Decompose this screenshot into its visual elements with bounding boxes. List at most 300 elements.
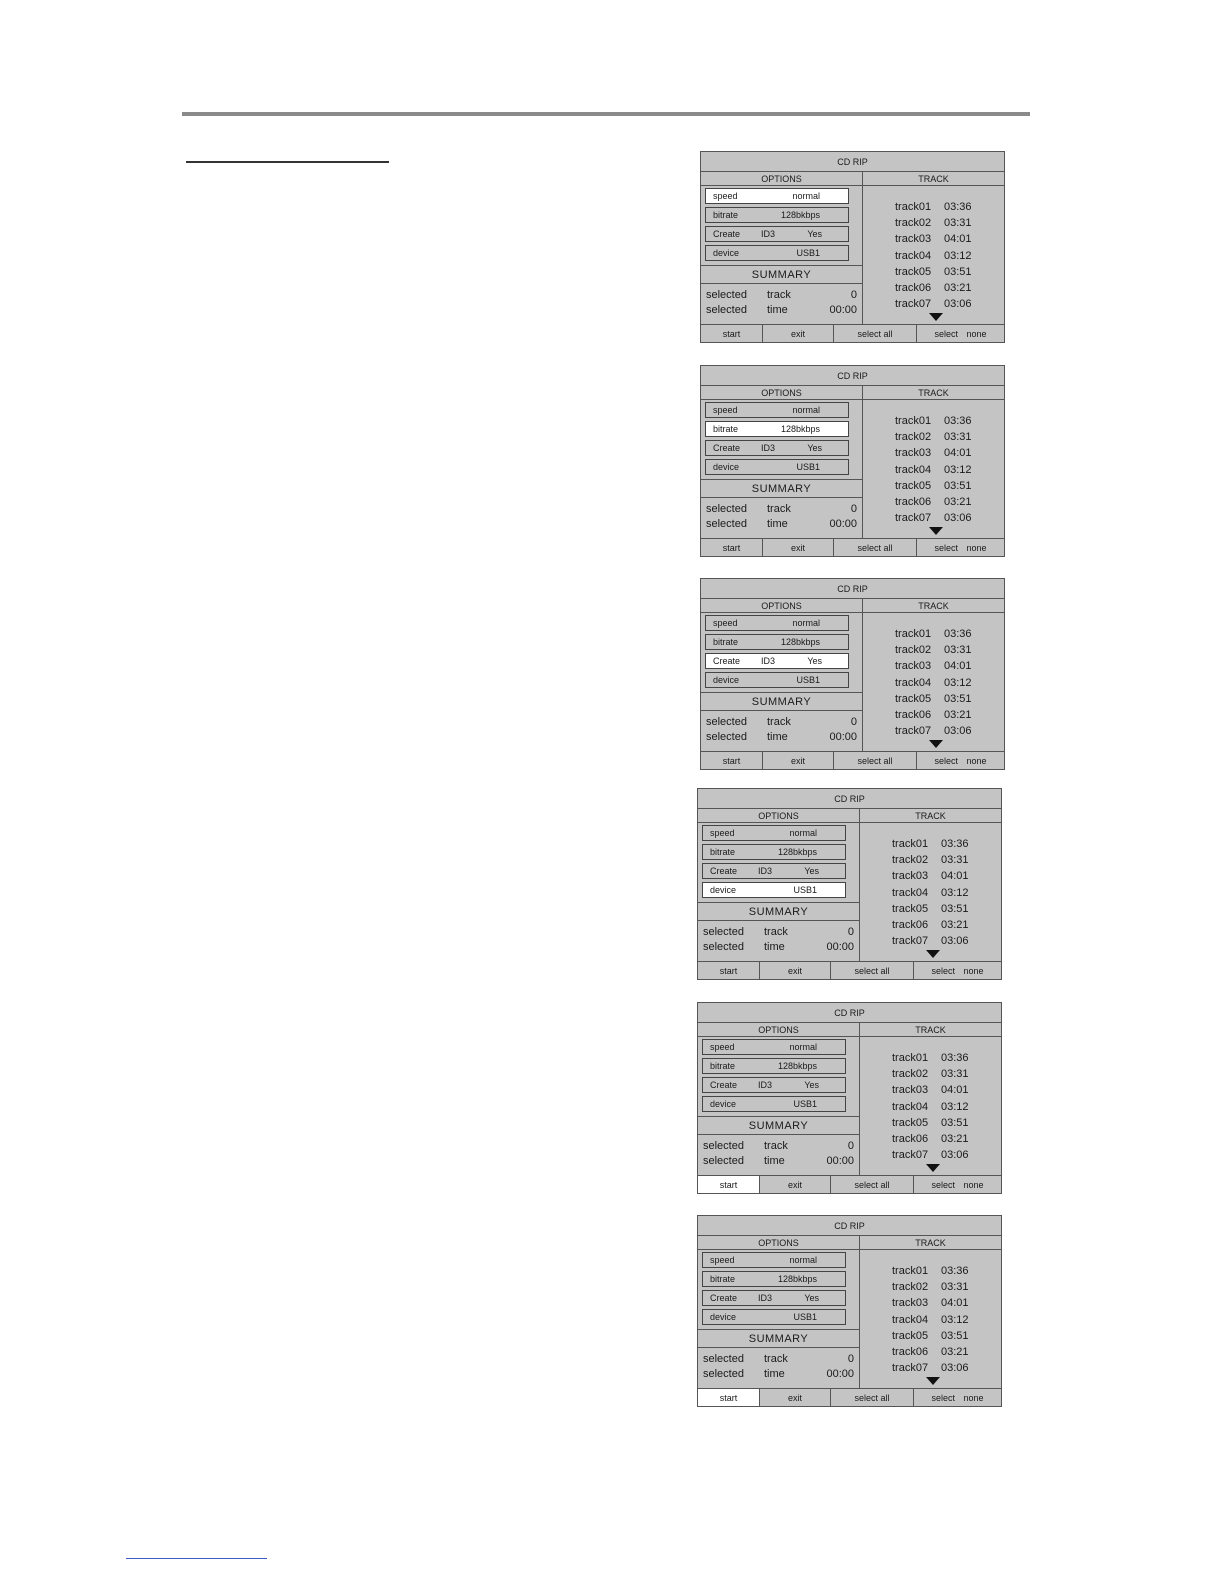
scroll-down-arrow-icon[interactable] bbox=[929, 740, 943, 748]
select-none-button[interactable]: select none bbox=[917, 752, 1004, 770]
summary-title: SUMMARY bbox=[698, 902, 859, 921]
track-name: track07 bbox=[895, 725, 932, 737]
track-duration: 03:06 bbox=[941, 935, 969, 947]
track-list-item[interactable] bbox=[892, 1117, 982, 1131]
summary-field: track bbox=[764, 1353, 788, 1365]
track-name: track04 bbox=[892, 1314, 929, 1326]
option-device[interactable] bbox=[702, 882, 846, 898]
track-duration: 03:36 bbox=[941, 1265, 969, 1277]
option-speed[interactable] bbox=[705, 188, 849, 204]
screen-title: CD RIP bbox=[698, 1216, 1001, 1236]
track-name: track06 bbox=[895, 282, 932, 294]
option-device[interactable] bbox=[702, 1096, 846, 1112]
track-list-item[interactable] bbox=[895, 298, 985, 312]
track-list-item[interactable] bbox=[895, 217, 985, 231]
track-name: track07 bbox=[892, 1149, 929, 1161]
summary-row bbox=[701, 716, 862, 730]
track-name: track04 bbox=[892, 887, 929, 899]
track-name: track05 bbox=[892, 1330, 929, 1342]
track-name: track04 bbox=[892, 1101, 929, 1113]
options-header: OPTIONS bbox=[701, 599, 862, 613]
track-list-item[interactable] bbox=[895, 250, 985, 264]
track-name: track05 bbox=[892, 903, 929, 915]
track-name: track07 bbox=[892, 1362, 929, 1374]
cd-rip-screen bbox=[700, 151, 1005, 343]
track-name: track02 bbox=[892, 854, 929, 866]
button-bar bbox=[698, 961, 1001, 980]
track-name: track04 bbox=[895, 250, 932, 262]
track-list-item[interactable] bbox=[892, 1330, 982, 1344]
cd-rip-screen bbox=[700, 578, 1005, 770]
options-header: OPTIONS bbox=[698, 809, 859, 823]
summary-label: selected bbox=[706, 518, 747, 530]
option-bitrate[interactable] bbox=[705, 634, 849, 650]
track-duration: 03:06 bbox=[944, 512, 972, 524]
track-duration: 03:21 bbox=[944, 709, 972, 721]
track-header: TRACK bbox=[862, 386, 1004, 400]
track-duration: 03:36 bbox=[944, 628, 972, 640]
summary-value: 0 bbox=[850, 289, 857, 301]
track-duration: 03:21 bbox=[944, 496, 972, 508]
button-bar bbox=[701, 538, 1004, 557]
summary-value: 00:00 bbox=[829, 731, 857, 743]
option-speed[interactable] bbox=[702, 1039, 846, 1055]
start-button[interactable]: start bbox=[698, 1389, 760, 1407]
start-button[interactable]: start bbox=[701, 325, 763, 343]
summary-field: track bbox=[764, 926, 788, 938]
option-value: normal bbox=[789, 828, 817, 838]
button-bar bbox=[701, 324, 1004, 343]
track-name: track01 bbox=[892, 1052, 929, 1064]
select-none-button[interactable]: select none bbox=[914, 1389, 1001, 1407]
option-value: 128bkbps bbox=[780, 210, 820, 220]
summary-field: time bbox=[764, 1155, 785, 1167]
track-list-item[interactable] bbox=[895, 480, 985, 494]
track-header: TRACK bbox=[862, 599, 1004, 613]
track-list-item[interactable] bbox=[892, 854, 982, 868]
track-duration: 03:21 bbox=[941, 1133, 969, 1145]
track-duration: 04:01 bbox=[944, 233, 972, 245]
select-all-button[interactable]: select all bbox=[834, 752, 917, 770]
summary-field: time bbox=[767, 731, 788, 743]
summary-value: 00:00 bbox=[826, 941, 854, 953]
select-none-button[interactable]: select none bbox=[914, 962, 1001, 980]
select-none-button[interactable]: select none bbox=[917, 325, 1004, 343]
summary-row bbox=[701, 289, 862, 303]
track-list-item[interactable] bbox=[895, 464, 985, 478]
scroll-down-arrow-icon[interactable] bbox=[929, 313, 943, 321]
option-bitrate[interactable] bbox=[705, 421, 849, 437]
track-header: TRACK bbox=[859, 1236, 1001, 1250]
track-duration: 03:06 bbox=[944, 725, 972, 737]
track-header: TRACK bbox=[859, 1023, 1001, 1037]
track-name: track07 bbox=[895, 298, 932, 310]
option-bitrate[interactable] bbox=[702, 1058, 846, 1074]
option-create-id3[interactable] bbox=[702, 1290, 846, 1306]
option-label: speed bbox=[713, 405, 738, 415]
option-value: USB1 bbox=[796, 248, 820, 258]
summary-row bbox=[698, 1155, 859, 1169]
summary-value: 0 bbox=[847, 1140, 854, 1152]
exit-button[interactable]: exit bbox=[763, 325, 834, 343]
track-duration: 04:01 bbox=[944, 660, 972, 672]
exit-button[interactable]: exit bbox=[760, 962, 831, 980]
exit-button[interactable]: exit bbox=[763, 752, 834, 770]
track-name: track01 bbox=[895, 201, 932, 213]
track-list-item[interactable] bbox=[892, 1265, 982, 1279]
summary-label: selected bbox=[703, 1155, 744, 1167]
options-header: OPTIONS bbox=[698, 1236, 859, 1250]
summary-value: 00:00 bbox=[826, 1368, 854, 1380]
track-duration: 04:01 bbox=[941, 1297, 969, 1309]
option-sublabel: ID3 bbox=[758, 1293, 773, 1303]
track-name: track06 bbox=[892, 1346, 929, 1358]
header-rule bbox=[182, 112, 1030, 116]
track-list-item[interactable] bbox=[892, 1101, 982, 1115]
track-name: track03 bbox=[892, 1084, 929, 1096]
option-speed[interactable] bbox=[705, 615, 849, 631]
summary-field: time bbox=[764, 1368, 785, 1380]
summary-field: track bbox=[767, 289, 791, 301]
track-duration: 03:36 bbox=[944, 415, 972, 427]
track-header: TRACK bbox=[859, 809, 1001, 823]
track-list-item[interactable] bbox=[892, 919, 982, 933]
summary-row bbox=[698, 1353, 859, 1367]
track-duration: 04:01 bbox=[941, 870, 969, 882]
track-name: track07 bbox=[895, 512, 932, 524]
track-duration: 03:06 bbox=[941, 1149, 969, 1161]
option-bitrate[interactable] bbox=[702, 844, 846, 860]
option-value: 128bkbps bbox=[777, 847, 817, 857]
option-label: bitrate bbox=[713, 637, 739, 647]
track-name: track01 bbox=[892, 838, 929, 850]
track-name: track04 bbox=[895, 464, 932, 476]
start-button[interactable]: start bbox=[698, 962, 760, 980]
summary-field: track bbox=[767, 716, 791, 728]
track-duration: 03:12 bbox=[941, 1314, 969, 1326]
track-duration: 03:36 bbox=[944, 201, 972, 213]
track-list-item[interactable] bbox=[892, 1133, 982, 1147]
option-sublabel: ID3 bbox=[761, 656, 776, 666]
scroll-down-arrow-icon[interactable] bbox=[926, 950, 940, 958]
option-value: Yes bbox=[807, 229, 822, 239]
track-duration: 03:51 bbox=[941, 1330, 969, 1342]
select-all-button[interactable]: select all bbox=[834, 539, 917, 557]
option-label: bitrate bbox=[710, 1274, 736, 1284]
summary-field: time bbox=[767, 518, 788, 530]
option-value: USB1 bbox=[796, 462, 820, 472]
options-header: OPTIONS bbox=[701, 386, 862, 400]
option-value: Yes bbox=[804, 1080, 819, 1090]
track-list-item[interactable] bbox=[892, 1346, 982, 1360]
track-duration: 03:12 bbox=[944, 677, 972, 689]
option-label: Create bbox=[710, 1080, 738, 1090]
cd-rip-screen bbox=[697, 1002, 1002, 1194]
column-divider bbox=[862, 386, 863, 539]
start-button[interactable]: start bbox=[698, 1176, 760, 1194]
summary-label: selected bbox=[706, 716, 747, 728]
option-speed[interactable] bbox=[702, 1252, 846, 1268]
track-name: track06 bbox=[895, 496, 932, 508]
section-heading-underline bbox=[186, 161, 389, 163]
track-list-item[interactable] bbox=[895, 447, 985, 461]
track-list-item[interactable] bbox=[892, 1084, 982, 1098]
track-name: track05 bbox=[895, 693, 932, 705]
select-all-button[interactable]: select all bbox=[834, 325, 917, 343]
track-duration: 03:12 bbox=[941, 887, 969, 899]
track-name: track04 bbox=[895, 677, 932, 689]
summary-value: 0 bbox=[847, 1353, 854, 1365]
summary-title: SUMMARY bbox=[698, 1329, 859, 1348]
track-list-item[interactable] bbox=[895, 693, 985, 707]
option-device[interactable] bbox=[705, 245, 849, 261]
select-all-button[interactable]: select all bbox=[831, 1176, 914, 1194]
footer-link-underline bbox=[126, 1558, 267, 1559]
option-label: Create bbox=[713, 229, 741, 239]
scroll-down-arrow-icon[interactable] bbox=[926, 1377, 940, 1385]
track-list-item[interactable] bbox=[895, 233, 985, 247]
track-duration: 03:31 bbox=[944, 217, 972, 229]
track-name: track03 bbox=[892, 1297, 929, 1309]
track-list-item[interactable] bbox=[892, 1297, 982, 1311]
track-list-item[interactable] bbox=[892, 838, 982, 852]
track-duration: 03:21 bbox=[941, 919, 969, 931]
option-label: Create bbox=[710, 866, 738, 876]
option-label: speed bbox=[713, 618, 738, 628]
track-list-item[interactable] bbox=[895, 415, 985, 429]
summary-value: 0 bbox=[850, 716, 857, 728]
option-value: USB1 bbox=[793, 1099, 817, 1109]
track-name: track01 bbox=[892, 1265, 929, 1277]
option-value: normal bbox=[789, 1255, 817, 1265]
option-value: 128bkbps bbox=[777, 1061, 817, 1071]
start-button[interactable]: start bbox=[701, 539, 763, 557]
option-value: normal bbox=[789, 1042, 817, 1052]
column-divider bbox=[862, 172, 863, 325]
option-label: speed bbox=[710, 1042, 735, 1052]
summary-label: selected bbox=[706, 731, 747, 743]
track-name: track02 bbox=[892, 1281, 929, 1293]
exit-button[interactable]: exit bbox=[763, 539, 834, 557]
track-name: track03 bbox=[892, 870, 929, 882]
track-list-item[interactable] bbox=[895, 431, 985, 445]
track-list-item[interactable] bbox=[895, 512, 985, 526]
track-list-item[interactable] bbox=[895, 496, 985, 510]
option-label: Create bbox=[710, 1293, 738, 1303]
summary-value: 0 bbox=[847, 926, 854, 938]
track-list-item[interactable] bbox=[895, 644, 985, 658]
button-bar bbox=[701, 751, 1004, 770]
column-divider bbox=[859, 809, 860, 962]
track-list-item[interactable] bbox=[895, 709, 985, 723]
option-value: 128bkbps bbox=[780, 637, 820, 647]
track-name: track05 bbox=[892, 1117, 929, 1129]
track-list-item[interactable] bbox=[895, 282, 985, 296]
option-value: USB1 bbox=[793, 1312, 817, 1322]
option-sublabel: ID3 bbox=[761, 229, 776, 239]
option-label: bitrate bbox=[710, 847, 736, 857]
track-list-item[interactable] bbox=[895, 266, 985, 280]
start-button[interactable]: start bbox=[701, 752, 763, 770]
option-value: USB1 bbox=[793, 885, 817, 895]
track-duration: 03:31 bbox=[941, 854, 969, 866]
track-list-item[interactable] bbox=[892, 1149, 982, 1163]
track-list-item[interactable] bbox=[892, 935, 982, 949]
summary-label: selected bbox=[706, 304, 747, 316]
option-value: Yes bbox=[807, 443, 822, 453]
option-value: Yes bbox=[804, 866, 819, 876]
option-label: device bbox=[713, 675, 740, 685]
summary-row bbox=[701, 731, 862, 745]
track-duration: 03:51 bbox=[941, 1117, 969, 1129]
track-list-item[interactable] bbox=[895, 628, 985, 642]
summary-field: time bbox=[764, 941, 785, 953]
exit-button[interactable]: exit bbox=[760, 1389, 831, 1407]
track-list-item[interactable] bbox=[892, 1362, 982, 1376]
screen-title: CD RIP bbox=[698, 789, 1001, 809]
summary-row bbox=[698, 1140, 859, 1154]
track-header: TRACK bbox=[862, 172, 1004, 186]
summary-value: 0 bbox=[850, 503, 857, 515]
option-sublabel: ID3 bbox=[758, 866, 773, 876]
option-create-id3[interactable] bbox=[705, 440, 849, 456]
track-duration: 03:31 bbox=[944, 644, 972, 656]
option-device[interactable] bbox=[705, 672, 849, 688]
track-name: track03 bbox=[895, 233, 932, 245]
option-create-id3[interactable] bbox=[705, 226, 849, 242]
track-name: track03 bbox=[895, 660, 932, 672]
option-label: device bbox=[710, 885, 737, 895]
option-value: normal bbox=[792, 191, 820, 201]
cd-rip-screen bbox=[700, 365, 1005, 557]
option-speed[interactable] bbox=[702, 825, 846, 841]
summary-row bbox=[698, 926, 859, 940]
option-create-id3[interactable] bbox=[702, 1077, 846, 1093]
option-speed[interactable] bbox=[705, 402, 849, 418]
option-label: device bbox=[713, 248, 740, 258]
select-all-button[interactable]: select all bbox=[831, 1389, 914, 1407]
summary-value: 00:00 bbox=[826, 1155, 854, 1167]
track-name: track02 bbox=[892, 1068, 929, 1080]
track-list-item[interactable] bbox=[892, 1314, 982, 1328]
track-duration: 03:51 bbox=[944, 266, 972, 278]
option-bitrate[interactable] bbox=[702, 1271, 846, 1287]
track-list-item[interactable] bbox=[895, 660, 985, 674]
track-name: track02 bbox=[895, 644, 932, 656]
option-label: device bbox=[710, 1312, 737, 1322]
option-label: bitrate bbox=[710, 1061, 736, 1071]
track-list-item[interactable] bbox=[895, 677, 985, 691]
screen-title: CD RIP bbox=[701, 579, 1004, 599]
summary-label: selected bbox=[703, 941, 744, 953]
option-device[interactable] bbox=[702, 1309, 846, 1325]
track-name: track05 bbox=[895, 480, 932, 492]
summary-row bbox=[701, 518, 862, 532]
column-divider bbox=[859, 1236, 860, 1389]
track-duration: 03:06 bbox=[944, 298, 972, 310]
option-label: speed bbox=[713, 191, 738, 201]
track-list-item[interactable] bbox=[892, 903, 982, 917]
option-label: speed bbox=[710, 828, 735, 838]
track-list-item[interactable] bbox=[892, 870, 982, 884]
option-value: normal bbox=[792, 405, 820, 415]
option-value: Yes bbox=[804, 1293, 819, 1303]
exit-button[interactable]: exit bbox=[760, 1176, 831, 1194]
track-name: track05 bbox=[895, 266, 932, 278]
option-create-id3[interactable] bbox=[702, 863, 846, 879]
screen-title: CD RIP bbox=[701, 152, 1004, 172]
track-duration: 03:21 bbox=[944, 282, 972, 294]
button-bar bbox=[698, 1175, 1001, 1194]
track-duration: 03:31 bbox=[944, 431, 972, 443]
option-device[interactable] bbox=[705, 459, 849, 475]
summary-title: SUMMARY bbox=[701, 479, 862, 498]
track-duration: 03:36 bbox=[941, 838, 969, 850]
summary-label: selected bbox=[706, 289, 747, 301]
scroll-down-arrow-icon[interactable] bbox=[929, 527, 943, 535]
option-create-id3[interactable] bbox=[705, 653, 849, 669]
track-duration: 04:01 bbox=[941, 1084, 969, 1096]
track-list-item[interactable] bbox=[895, 725, 985, 739]
select-all-button[interactable]: select all bbox=[831, 962, 914, 980]
summary-label: selected bbox=[703, 926, 744, 938]
summary-row bbox=[701, 503, 862, 517]
option-value: Yes bbox=[807, 656, 822, 666]
options-header: OPTIONS bbox=[701, 172, 862, 186]
summary-row bbox=[698, 1368, 859, 1382]
track-name: track06 bbox=[895, 709, 932, 721]
track-name: track01 bbox=[895, 415, 932, 427]
select-none-button[interactable]: select none bbox=[914, 1176, 1001, 1194]
option-bitrate[interactable] bbox=[705, 207, 849, 223]
track-duration: 03:51 bbox=[944, 480, 972, 492]
track-list-item[interactable] bbox=[895, 201, 985, 215]
track-duration: 03:12 bbox=[944, 250, 972, 262]
track-list-item[interactable] bbox=[892, 887, 982, 901]
option-value: 128bkbps bbox=[780, 424, 820, 434]
column-divider bbox=[859, 1023, 860, 1176]
option-sublabel: ID3 bbox=[758, 1080, 773, 1090]
summary-row bbox=[701, 304, 862, 318]
summary-label: selected bbox=[706, 503, 747, 515]
summary-title: SUMMARY bbox=[701, 265, 862, 284]
screen-title: CD RIP bbox=[698, 1003, 1001, 1023]
summary-field: time bbox=[767, 304, 788, 316]
track-list-item[interactable] bbox=[892, 1281, 982, 1295]
option-value: USB1 bbox=[796, 675, 820, 685]
track-duration: 03:12 bbox=[944, 464, 972, 476]
summary-value: 00:00 bbox=[829, 518, 857, 530]
track-name: track02 bbox=[895, 431, 932, 443]
option-label: bitrate bbox=[713, 210, 739, 220]
column-divider bbox=[862, 599, 863, 752]
summary-label: selected bbox=[703, 1353, 744, 1365]
option-sublabel: ID3 bbox=[761, 443, 776, 453]
track-list-item[interactable] bbox=[892, 1052, 982, 1066]
track-list-item[interactable] bbox=[892, 1068, 982, 1082]
select-none-button[interactable]: select none bbox=[917, 539, 1004, 557]
cd-rip-screen bbox=[697, 1215, 1002, 1407]
options-header: OPTIONS bbox=[698, 1023, 859, 1037]
track-duration: 03:12 bbox=[941, 1101, 969, 1113]
option-label: bitrate bbox=[713, 424, 739, 434]
option-value: 128bkbps bbox=[777, 1274, 817, 1284]
summary-value: 00:00 bbox=[829, 304, 857, 316]
scroll-down-arrow-icon[interactable] bbox=[926, 1164, 940, 1172]
summary-title: SUMMARY bbox=[698, 1116, 859, 1135]
option-label: Create bbox=[713, 443, 741, 453]
track-name: track01 bbox=[895, 628, 932, 640]
